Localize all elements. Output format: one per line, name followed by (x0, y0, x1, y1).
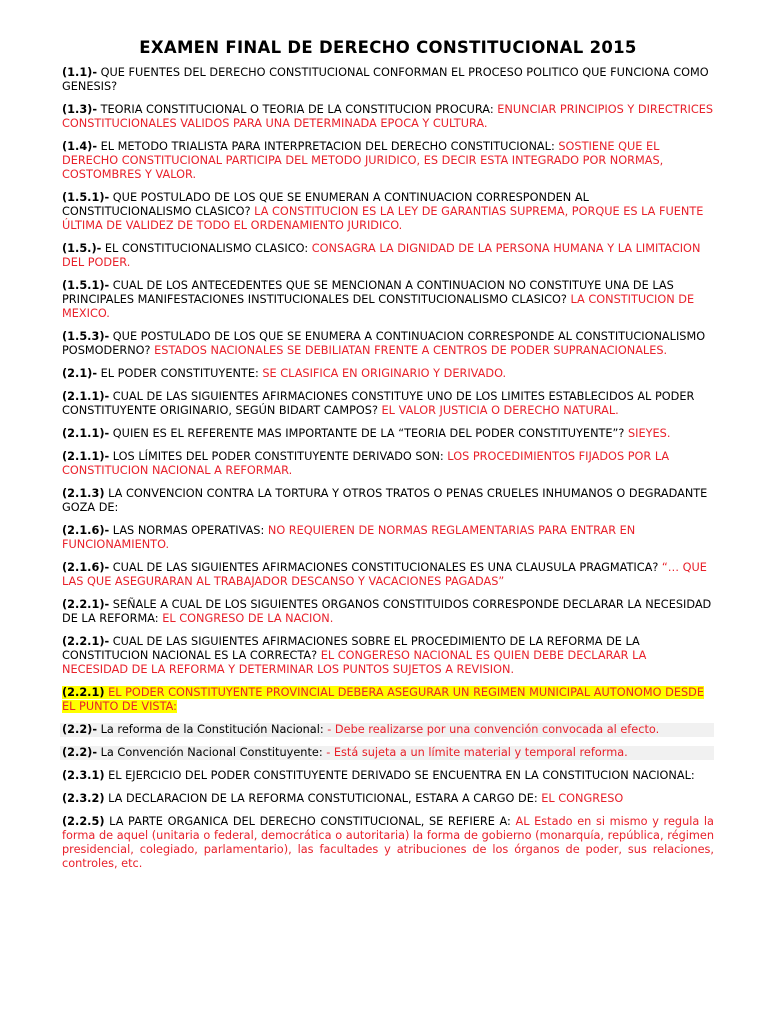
question-number: (1.5.)- (62, 242, 102, 255)
question-number: (2.2.1) (62, 686, 105, 699)
answer-text: EL PODER CONSTITUYENTE PROVINCIAL DEBERA ASEGURAR UN REGIMEN MUNICIPAL AUTONOMO DESDE EL PUNTO DE VISTA: (62, 686, 705, 713)
question-prompt: EL EJERCICIO DEL PODER CONSTITUYENTE DERIVADO SE ENCUENTRA EN LA CONSTITUCION NACIONAL: (104, 769, 695, 782)
question-number: (2.3.1) (62, 769, 105, 782)
question-number: (2.2)- (62, 746, 98, 759)
answer-text: CONSAGRA LA DIGNIDAD DE LA PERSONA HUMANA Y LA LIMITACION DEL PODER. (62, 242, 701, 269)
answer-text: EL CONGRESO DE LA NACION. (162, 612, 334, 625)
question-item (62, 524, 714, 552)
question-prompt: SEÑALE A CUAL DE LOS SIGUIENTES ORGANOS CONSTITUIDOS CORRESPONDE DECLARAR LA NECESIDAD DE LA REFORMA: (62, 598, 712, 625)
question-prompt: CUAL DE LAS SIGUIENTES AFIRMACIONES CONSTITUCIONALES ES UNA CLAUSULA PRAGMATICA? (109, 561, 662, 574)
question-item (60, 746, 714, 760)
question-item (62, 686, 714, 714)
question-item (62, 367, 714, 381)
question-prompt: QUE FUENTES DEL DERECHO CONSTITUCIONAL CONFORMAN EL PROCESO POLITICO QUE FUNCIONA COMO GENESIS? (62, 66, 709, 93)
question-text (62, 242, 700, 269)
question-text (62, 635, 646, 676)
question-prompt: EL METODO TRIALISTA PARA INTERPRETACION DEL DERECHO CONSTITUCIONAL: (97, 140, 559, 153)
answer-text: SE CLASIFICA EN ORIGINARIO Y DERIVADO. (262, 367, 507, 380)
question-item (62, 815, 714, 871)
question-item (62, 242, 714, 270)
answer-text: EL VALOR JUSTICIA O DERECHO NATURAL. (381, 404, 619, 417)
question-text (62, 191, 703, 232)
question-text (62, 815, 714, 870)
question-item (62, 390, 714, 418)
answer-text: EL CONGRESO (541, 792, 624, 805)
question-prompt: QUE POSTULADO DE LOS QUE SE ENUMERAN A CONTINUACION CORRESPONDEN AL CONSTITUCIONALISMO CLASICO? (62, 191, 589, 218)
answer-text: ESTADOS NACIONALES SE DEBILIATAN FRENTE A CENTROS DE PODER SUPRANACIONALES. (154, 344, 668, 357)
question-prompt: TEORIA CONSTITUCIONAL O TEORIA DE LA CONSTITUCION PROCURA: (97, 103, 498, 116)
question-text (62, 598, 711, 625)
question-list (62, 66, 714, 871)
question-prompt: LOS LÍMITES DEL PODER CONSTITUYENTE DERIVADO SON: (109, 450, 448, 463)
question-number: (1.5.1)- (62, 279, 110, 292)
question-prompt: LAS NORMAS OPERATIVAS: (109, 524, 268, 537)
page-title: EXAMEN FINAL DE DERECHO CONSTITUCIONAL 2015 (139, 38, 637, 57)
question-number: (2.2.1)- (62, 598, 110, 611)
answer-text: LOS PROCEDIMIENTOS FIJADOS POR LA CONSTITUCION NACIONAL A REFORMAR. (62, 450, 670, 477)
question-text (62, 330, 705, 357)
question-item (62, 191, 714, 233)
question-text (62, 686, 704, 713)
question-number: (2.1.6)- (62, 561, 110, 574)
question-item (62, 487, 714, 515)
question-number: (2.1.1)- (62, 427, 110, 440)
question-prompt: CUAL DE LOS ANTECEDENTES QUE SE MENCIONAN A CONTINUACION NO CONSTITUYE UNA DE LAS PRINCIPALES MANIFESTACIONES INSTITUCIONALES DEL CONSTITUCIONALISMO CLASICO? (62, 279, 674, 306)
question-number: (2.2.1)- (62, 635, 110, 648)
question-text (62, 524, 635, 551)
question-number: (2.1.6)- (62, 524, 110, 537)
question-prompt: CUAL DE LAS SIGUIENTES AFIRMACIONES SOBRE EL PROCEDIMIENTO DE LA REFORMA DE LA CONSTITUCION NACIONAL ES LA CORRECTA? (62, 635, 640, 662)
question-text (62, 769, 695, 782)
question-item (60, 723, 714, 737)
question-text (62, 367, 506, 380)
question-item (62, 103, 714, 131)
question-number: (1.5.1)- (62, 191, 110, 204)
question-text (62, 561, 707, 588)
question-item (62, 450, 714, 478)
question-prompt: EL PODER CONSTITUYENTE: (97, 367, 263, 380)
question-text (62, 746, 628, 759)
answer-text: “… QUE LAS QUE ASEGURARAN AL TRABAJADOR DESCANSO Y VACACIONES PAGADAS” (62, 561, 707, 588)
question-item (62, 561, 714, 589)
question-item (62, 330, 714, 358)
question-text (62, 427, 670, 440)
question-item (62, 427, 714, 441)
question-prompt: QUIEN ES EL REFERENTE MAS IMPORTANTE DE LA “TEORIA DEL PODER CONSTITUYENTE”? (109, 427, 628, 440)
question-text (62, 792, 623, 805)
question-number: (2.2)- (62, 723, 98, 736)
answer-text: LA CONSTITUCION DE MEXICO. (62, 293, 695, 320)
question-prompt: LA PARTE ORGANICA DEL DERECHO CONSTITUCIONAL, SE REFIERE A: (104, 815, 516, 828)
question-number: (2.1.1)- (62, 390, 110, 403)
question-number: (1.4)- (62, 140, 98, 153)
question-number: (2.1)- (62, 367, 98, 380)
question-prompt: LA DECLARACION DE LA REFORMA CONSTUTICIONAL, ESTARA A CARGO DE: (104, 792, 542, 805)
question-prompt: LA CONVENCION CONTRA LA TORTURA Y OTROS TRATOS O PENAS CRUELES INHUMANOS O DEGRADANTE GOZA DE: (62, 487, 708, 514)
question-number: (2.1.1)- (62, 450, 110, 463)
question-number: (1.5.3)- (62, 330, 110, 343)
question-item (62, 279, 714, 321)
answer-text: SIEYES. (628, 427, 671, 440)
question-prompt: La Convención Nacional Constituyente: (97, 746, 327, 759)
question-text (62, 140, 663, 181)
question-item (62, 140, 714, 182)
answer-text: EL CONGERESO NACIONAL ES QUIEN DEBE DECLARAR LA NECESIDAD DE LA REFORMA Y DETERMINAR LOS PUNTOS SUJETOS A REVISION. (62, 649, 647, 676)
question-text (62, 103, 713, 130)
question-text (62, 450, 669, 477)
answer-text: AL Estado en si mismo y regula la forma de aquel (unitaria o federal, democrática o autoritaria) la forma de gobierno (monarquía, república, régimen presidencial, colegiado, parlamentario), las facultades y atribuciones de los órganos de poder, sus relaciones, controles, etc. (62, 815, 714, 870)
question-item (62, 792, 714, 806)
answer-text: LA CONSTITUCION ES LA LEY DE GARANTIAS SUPREMA, PORQUE ES LA FUENTE ÚLTIMA DE VALIDEZ DE TODO EL ORDENAMIENTO JURIDICO. (62, 205, 704, 232)
question-prompt: La reforma de la Constitución Nacional: (97, 723, 328, 736)
question-text (62, 66, 709, 93)
question-text (62, 487, 707, 514)
question-number: (1.1)- (62, 66, 98, 79)
exam-document (62, 38, 714, 880)
question-item (62, 66, 714, 94)
question-text (62, 279, 694, 320)
answer-text: - Debe realizarse por una convención convocada al efecto. (327, 723, 660, 736)
question-number: (2.1.3) (62, 487, 105, 500)
question-prompt: QUE POSTULADO DE LOS QUE SE ENUMERA A CONTINUACION CORRESPONDE AL CONSTITUCIONALISMO POSMODERNO? (62, 330, 706, 357)
question-item (62, 769, 714, 783)
question-item (62, 635, 714, 677)
answer-text: NO REQUIEREN DE NORMAS REGLAMENTARIAS PARA ENTRAR EN FUNCIONAMIENTO. (62, 524, 636, 551)
answer-text: SOSTIENE QUE EL DERECHO CONSTITUCIONAL PARTICIPA DEL METODO JURIDICO, ES DECIR ESTA INTEGRADO POR NORMAS, COSTOMBRES Y VALOR. (62, 140, 664, 181)
question-text (62, 390, 694, 417)
question-prompt: EL CONSTITUCIONALISMO CLASICO: (101, 242, 312, 255)
question-number: (2.3.2) (62, 792, 105, 805)
question-prompt: CUAL DE LAS SIGUIENTES AFIRMACIONES CONSTITUYE UNO DE LOS LIMITES ESTABLECIDOS AL PODER CONSTITUYENTE ORIGINARIO, SEGÚN BIDART CAMPOS? (62, 390, 695, 417)
answer-text: ENUNCIAR PRINCIPIOS Y DIRECTRICES CONSTITUCIONALES VALIDOS PARA UNA DETERMINADA EPOCA Y CULTURA. (62, 103, 714, 130)
question-item (62, 598, 714, 626)
question-number: (1.3)- (62, 103, 98, 116)
question-number: (2.2.5) (62, 815, 105, 828)
answer-text: - Está sujeta a un límite material y temporal reforma. (326, 746, 628, 759)
question-text (62, 723, 659, 736)
